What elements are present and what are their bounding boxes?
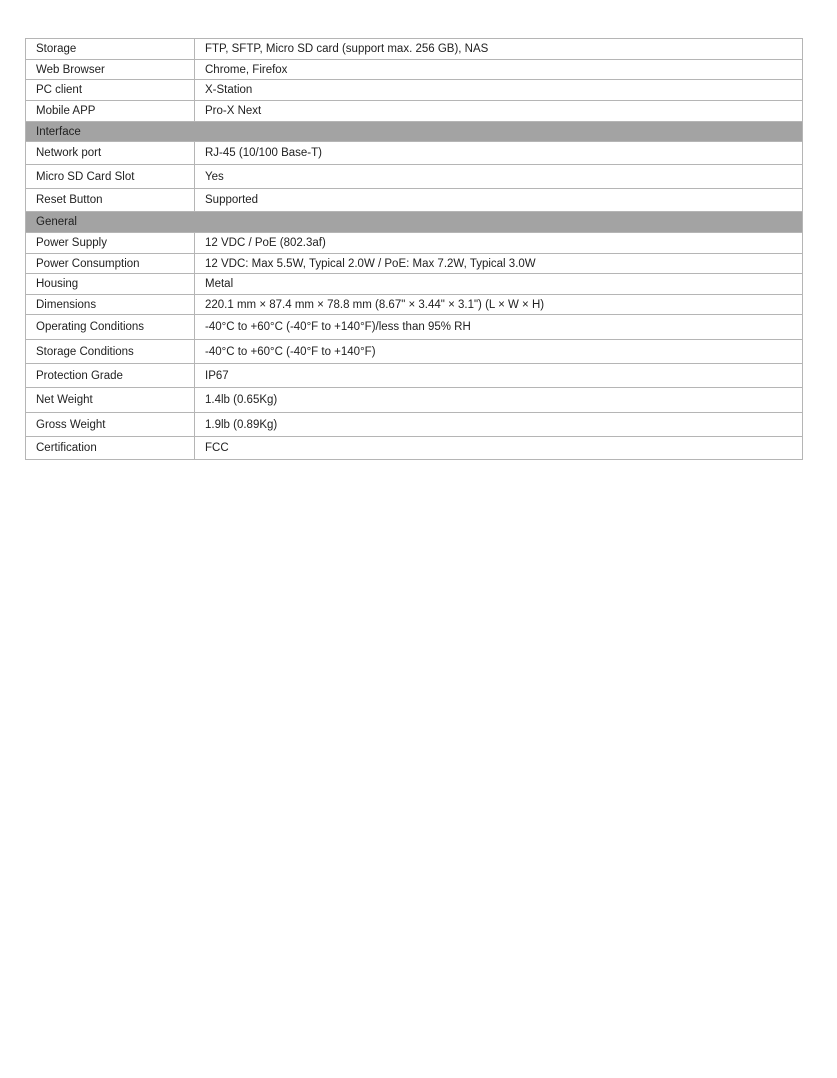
spec-label: Storage [26, 39, 195, 60]
spec-row [26, 340, 803, 364]
spec-row [26, 39, 803, 60]
spec-row [26, 364, 803, 388]
spec-value: Supported [195, 189, 803, 212]
spec-label: Mobile APP [26, 101, 195, 122]
spec-label: Storage Conditions [26, 340, 195, 364]
spec-label: Power Supply [26, 233, 195, 254]
spec-row [26, 437, 803, 460]
section-header-row [26, 212, 803, 233]
spec-row [26, 80, 803, 101]
spec-value: -40°C to +60°C (-40°F to +140°F)/less than 95% RH [195, 315, 803, 340]
spec-label: Net Weight [26, 388, 195, 413]
section-title: Interface [26, 122, 803, 142]
spec-label: Certification [26, 437, 195, 460]
spec-value: X-Station [195, 80, 803, 101]
spec-value: 12 VDC: Max 5.5W, Typical 2.0W / PoE: Max 7.2W, Typical 3.0W [195, 254, 803, 274]
spec-row [26, 60, 803, 80]
spec-label: Gross Weight [26, 413, 195, 437]
spec-row [26, 274, 803, 295]
spec-value: Pro-X Next [195, 101, 803, 122]
spec-label: Protection Grade [26, 364, 195, 388]
spec-value: 220.1 mm × 87.4 mm × 78.8 mm (8.67" × 3.44" × 3.1") (L × W × H) [195, 295, 803, 315]
spec-label: Power Consumption [26, 254, 195, 274]
spec-value: FCC [195, 437, 803, 460]
spec-row [26, 254, 803, 274]
spec-label: PC client [26, 80, 195, 101]
section-title: General [26, 212, 803, 233]
spec-label: Reset Button [26, 189, 195, 212]
spec-row [26, 413, 803, 437]
spec-value: -40°C to +60°C (-40°F to +140°F) [195, 340, 803, 364]
spec-table-body [26, 39, 803, 460]
spec-value: 12 VDC / PoE (802.3af) [195, 233, 803, 254]
spec-label: Network port [26, 142, 195, 165]
spec-row [26, 233, 803, 254]
spec-label: Dimensions [26, 295, 195, 315]
spec-table [25, 38, 803, 460]
spec-value: Chrome, Firefox [195, 60, 803, 80]
spec-value: Yes [195, 165, 803, 189]
spec-row [26, 101, 803, 122]
spec-row [26, 189, 803, 212]
spec-row [26, 315, 803, 340]
spec-row [26, 388, 803, 413]
spec-value: RJ-45 (10/100 Base-T) [195, 142, 803, 165]
spec-label: Micro SD Card Slot [26, 165, 195, 189]
spec-row [26, 295, 803, 315]
spec-value: FTP, SFTP, Micro SD card (support max. 256 GB), NAS [195, 39, 803, 60]
spec-label: Housing [26, 274, 195, 295]
spec-label: Web Browser [26, 60, 195, 80]
spec-value: 1.9lb (0.89Kg) [195, 413, 803, 437]
spec-value: IP67 [195, 364, 803, 388]
spec-row [26, 165, 803, 189]
section-header-row [26, 122, 803, 142]
spec-row [26, 142, 803, 165]
spec-value: 1.4lb (0.65Kg) [195, 388, 803, 413]
spec-value: Metal [195, 274, 803, 295]
spec-label: Operating Conditions [26, 315, 195, 340]
